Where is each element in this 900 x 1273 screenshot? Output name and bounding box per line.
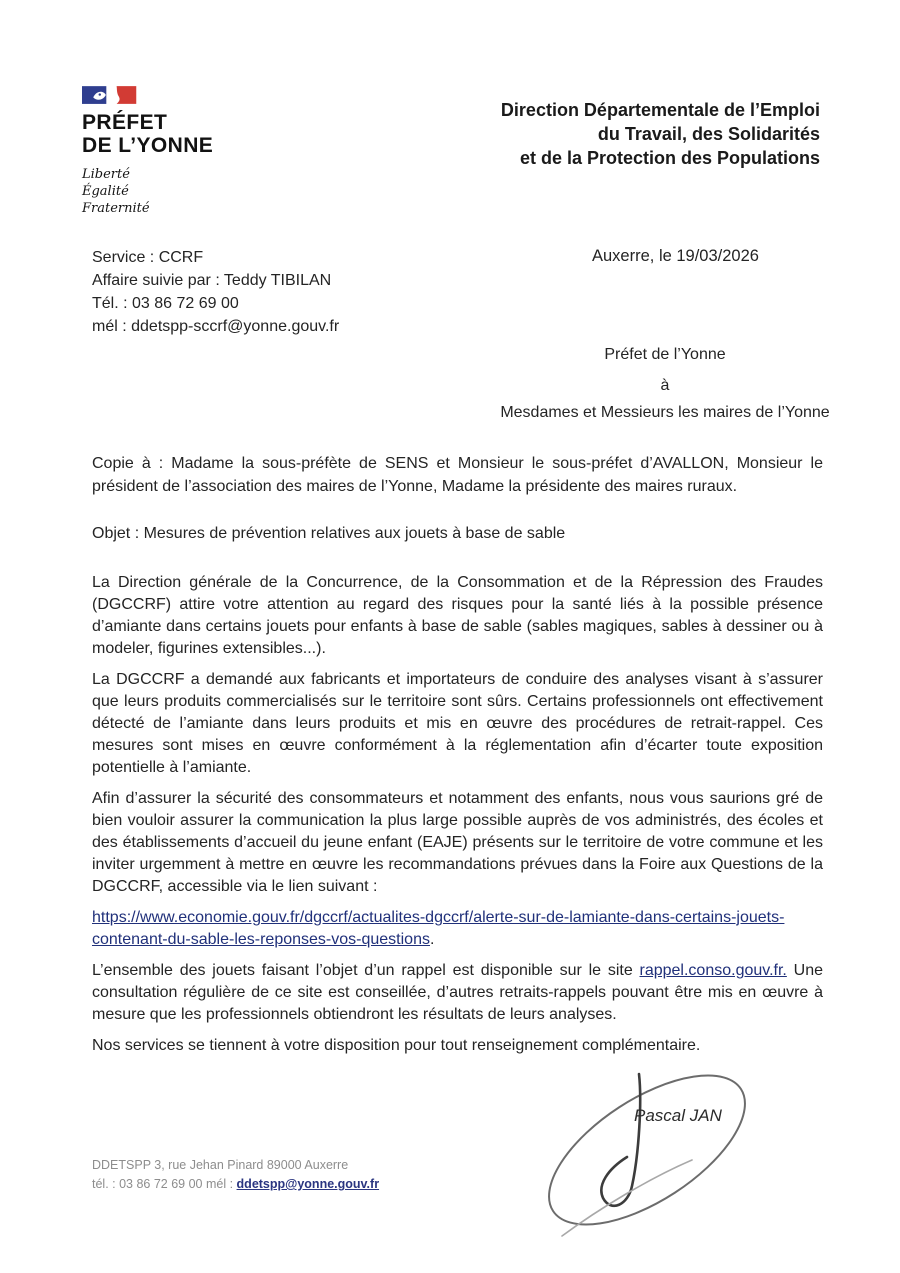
- letter-body: [92, 572, 823, 1066]
- motto-fraternite: Fraternité: [82, 201, 150, 216]
- signatory-name: Pascal JAN: [634, 1106, 722, 1125]
- footer-email-link[interactable]: ddetspp@yonne.gouv.fr: [236, 1177, 380, 1191]
- direction-line1: Direction Départementale de l’Emploi: [500, 100, 820, 120]
- contact-email: mél : ddetspp-sccrf@yonne.gouv.fr: [92, 318, 340, 335]
- addressee-to: Mesdames et Messieurs les maires de l’Yonne: [500, 404, 830, 421]
- faq-link-period: .: [429, 931, 435, 948]
- paragraph-4: [92, 960, 823, 1026]
- prefet-line2: DE L’YONNE: [82, 134, 214, 157]
- subject-line: Objet : Mesures de prévention relatives aux jouets à base de sable: [92, 525, 566, 542]
- french-flag-marianne-icon: [82, 86, 140, 105]
- faq-hyperlink[interactable]: https://www.economie.gouv.fr/dgccrf/actualites-dgccrf/alerte-sur-de-lamiante-dans-certains-jouets-contenant-du-sable-les-reponses-vos-questions: [92, 909, 785, 948]
- direction-line2: du Travail, des Solidarités: [597, 124, 820, 144]
- footer-address: DDETSPP 3, rue Jehan Pinard 89000 Auxerre: [92, 1158, 349, 1172]
- republic-motto: [82, 166, 213, 217]
- motto-egalite: Égalité: [82, 184, 129, 199]
- faq-link-paragraph: [92, 907, 823, 951]
- prefet-title: [82, 111, 213, 157]
- handwritten-signature-icon: [542, 1046, 757, 1258]
- contact-tel: Tél. : 03 86 72 69 00: [92, 295, 239, 312]
- footer-contact-line: [92, 1175, 379, 1194]
- paragraph-5: Nos services se tiennent à votre disposition pour tout renseignement complémentaire.: [92, 1037, 701, 1054]
- prefecture-logo-block: [82, 86, 213, 217]
- date-line: Auxerre, le 19/03/2026: [592, 247, 759, 265]
- paragraph-4-before: L’ensemble des jouets faisant l’objet d’un rappel est disponible sur le site: [92, 962, 640, 979]
- rappel-conso-hyperlink[interactable]: rappel.conso.gouv.fr.: [639, 962, 787, 979]
- addressee-from: Préfet de l’Yonne: [604, 346, 726, 363]
- contact-service: Service : CCRF: [92, 249, 204, 266]
- direction-line3: et de la Protection des Populations: [519, 148, 820, 168]
- footer-tel-prefix: tél. : 03 86 72 69 00 mél :: [92, 1177, 237, 1191]
- direction-title: [501, 98, 820, 170]
- paragraph-3: Afin d’assurer la sécurité des consommateurs et notamment des enfants, nous vous saurions gré de bien vouloir assurer la communication la plus large possible auprès de vos administrés, des écoles et des établissements d’accueil du jeune enfant (EAJE) présents sur le territoire de votre commune et les inviter urgemment à mettre en œuvre les recommandations prévues dans la Foire aux Questions de la DGCCRF, accessible via le lien suivant :: [92, 790, 823, 895]
- copy-recipients: Copie à : Madame la sous-préfète de SENS et Monsieur le sous-préfet d’AVALLON, Monsieur le président de l’association des maires de l’Yonne, Madame la présidente des maires ruraux.: [92, 455, 823, 495]
- contact-block: [92, 246, 339, 338]
- contact-affaire: Affaire suivie par : Teddy TIBILAN: [92, 272, 332, 289]
- addressee-block: [475, 346, 855, 422]
- paragraph-4-after: Une consultation régulière de ce site est conseillée, d’autres retraits-rappels pouvant être mis en œuvre à mesure que les professionnels obtiendront les résultats de leurs analyses.: [92, 962, 823, 1023]
- footer-block: [92, 1156, 379, 1194]
- paragraph-2: La DGCCRF a demandé aux fabricants et importateurs de conduire des analyses visant à s’assurer que leurs produits commercialisés sur le territoire sont sûrs. Certains professionnels ont effectivement détecté de l’amiante dans leurs produits et mis en œuvre des procédures de retrait-rappel. Ces mesures sont mises en œuvre conformément à la réglementation afin d’écarter toute exposition potentielle à l’amiante.: [92, 671, 823, 776]
- signature-block: [542, 1046, 757, 1258]
- motto-liberte: Liberté: [82, 167, 130, 182]
- paragraph-1: La Direction générale de la Concurrence, de la Consommation et de la Répression des Fraudes (DGCCRF) attire votre attention au regard des risques pour la santé liés à la possible présence d’amiante dans certains jouets pour enfants à base de sable (sables magiques, sables à dessiner ou à modeler, figurines extensibles...).: [92, 574, 823, 657]
- prefet-line1: PRÉFET: [82, 111, 168, 134]
- addressee-preposition: à: [660, 377, 670, 394]
